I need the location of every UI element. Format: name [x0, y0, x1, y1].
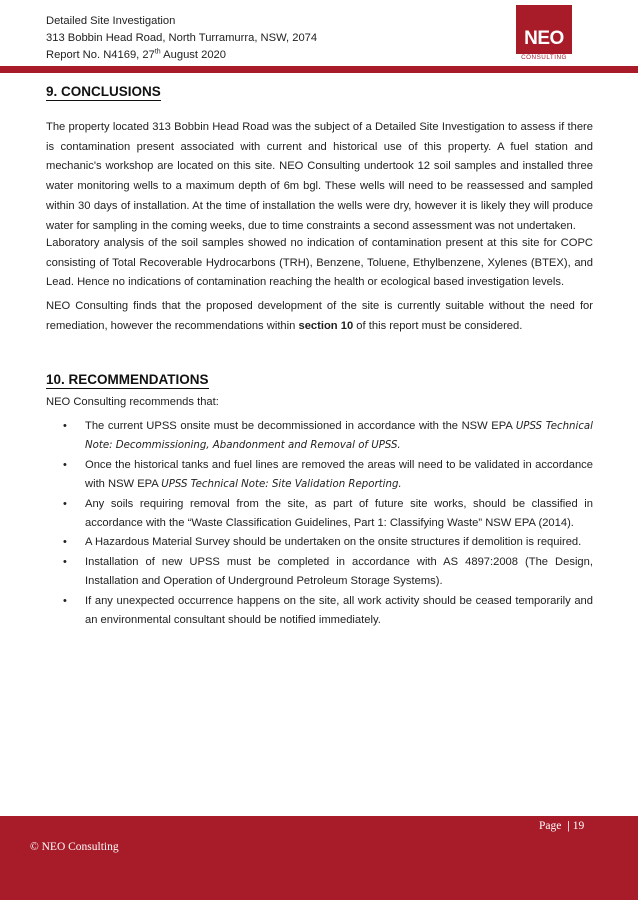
logo-mark: NEO [516, 5, 572, 54]
page-number: Page | 19 [539, 820, 585, 832]
neo-logo [516, 5, 572, 63]
conclusions-paragraph-1: The property located 313 Bobbin Head Road was the subject of a Detailed Site Investigation to assess if there is contamination present associated with current and historical use of this property. A fuel station and mechanic's workshop are located on this site. NEO Consulting undertook 12 soil samples and installed three water monitoring wells to a maximum depth of 6m bgl. These wells will need to be reassessed and sampled within 30 days of installation. At the time of installation the wells were dry, however it is likely they will produce water for sampling in the coming weeks, due to time constraints a second assessment was not undertaken. [46, 121, 593, 232]
list-item: • A Hazardous Material Survey should be undertaken on the onsite structures if demolition is required. [46, 533, 593, 552]
header-report-number: Report No. N4169, 27th August 2020 [46, 48, 227, 61]
list-item: • Installation of new UPSS must be completed in accordance with AS 4897:2008 (The Design, Installation and Operation of Underground Petroleum Storage Systems). [46, 553, 593, 592]
header-divider-bar [0, 66, 638, 73]
copyright-notice: © NEO Consulting [30, 841, 119, 853]
logo-subtitle: CONSULTING [521, 54, 567, 61]
page-header [0, 0, 638, 66]
conclusions-heading: 9. CONCLUSIONS [46, 84, 161, 99]
recommendations-list [46, 417, 593, 630]
header-address: 313 Bobbin Head Road, North Turramurra, NSW, 2074 [46, 32, 318, 44]
list-item: • If any unexpected occurrence happens on the site, all work activity should be ceased temporarily and an environmental consultant should be notified immediately. [46, 592, 593, 631]
recommendations-intro: NEO Consulting recommends that: [46, 396, 219, 408]
list-item: • The current UPSS onsite must be decommissioned in accordance with the NSW EPA UPSS Technical Note: Decommissioning, Abandonment and Removal of UPSS. [46, 417, 593, 456]
list-item: • Once the historical tanks and fuel lines are removed the areas will need to be validated in accordance with NSW EPA UPSS Technical Note: Site Validation Reporting. [46, 456, 593, 495]
recommendations-heading: 10. RECOMMENDATIONS [46, 372, 209, 387]
page-footer [0, 816, 638, 900]
header-title: Detailed Site Investigation [46, 15, 176, 27]
conclusions-paragraph-2: Laboratory analysis of the soil samples showed no indication of contamination present at this site for COPC consisting of Total Recoverable Hydrocarbons (TRH), Benzene, Toluene, Ethylbenzene, Xylenes (BTEX), and Lead. Hence no indications of contamination reaching the health or ecological based investigation levels. [46, 237, 593, 289]
conclusions-paragraph-3: NEO Consulting finds that the proposed development of the site is currently suitable without the need for remediation, however the recommendations within section 10 of this report must be considered. [46, 300, 593, 332]
header-text [46, 13, 317, 64]
list-item: • Any soils requiring removal from the site, as part of future site works, should be classified in accordance with the “Waste Classification Guidelines, Part 1: Classifying Waste” NSW EPA (2014). [46, 495, 593, 534]
section-reference: section 10 [298, 319, 354, 332]
